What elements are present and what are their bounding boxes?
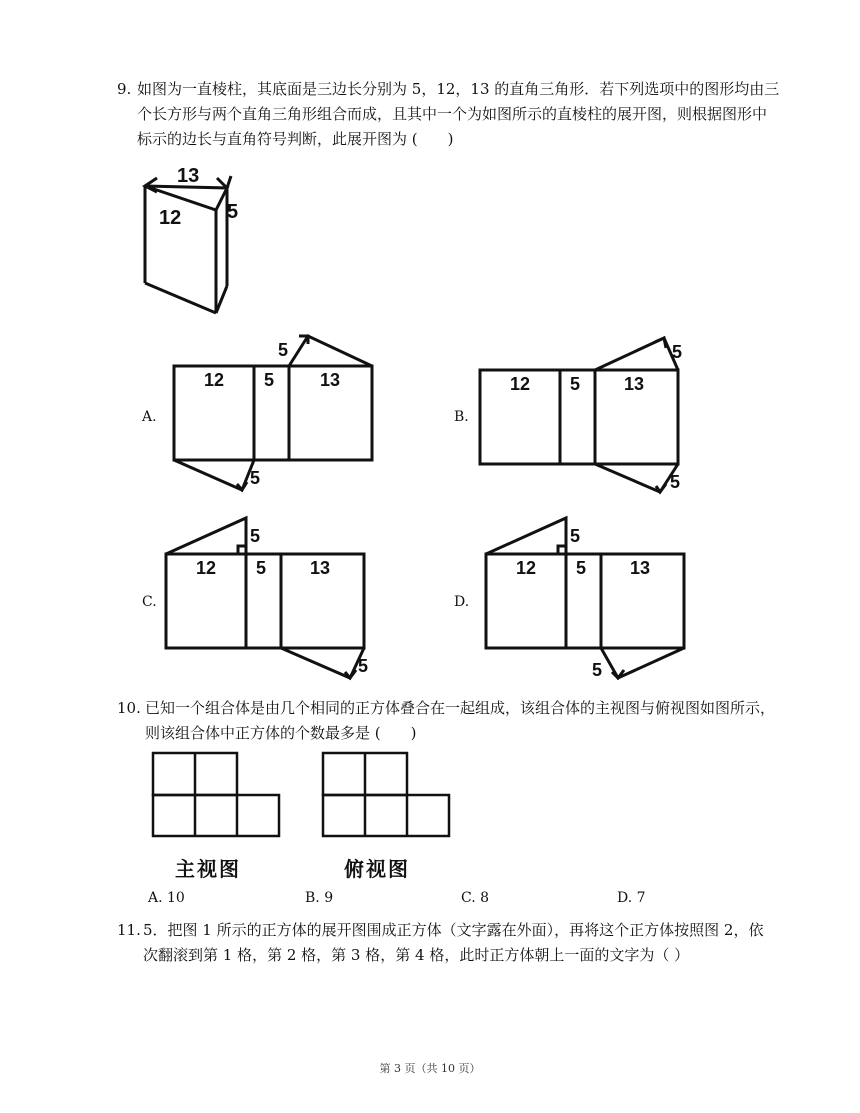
option-d-net (480, 510, 700, 682)
choice-d: D. 7 (617, 890, 646, 906)
option-a-net (168, 330, 383, 495)
question-text-line: 则该组合体中正方体的个数最多是 ( ) (145, 724, 417, 742)
option-a-label: A. (142, 409, 157, 425)
option-b-label: B. (454, 409, 469, 425)
net-edge-label: 5 (250, 468, 261, 488)
front-view-label: 主视图 (175, 859, 241, 881)
top-view-label: 俯视图 (344, 859, 410, 881)
choice-b: B. 9 (305, 890, 334, 906)
option-d-label: D. (454, 594, 470, 610)
choice-c: C. 8 (461, 890, 490, 906)
net-edge-label: 12 (516, 558, 537, 578)
net-edge-label: 5 (670, 472, 681, 492)
prism-label-5: 5 (227, 201, 239, 223)
front-view-figure (148, 748, 288, 840)
option-c-label: C. (142, 594, 157, 610)
net-edge-label: 5 (570, 526, 581, 546)
prism-label-12: 12 (159, 207, 182, 229)
question-text-line: 标示的边长与直角符号判断，此展开图为 ( ) (137, 130, 454, 148)
net-edge-label: 5 (256, 558, 267, 578)
net-edge-label: 5 (576, 558, 587, 578)
net-edge-label: 12 (196, 558, 217, 578)
net-edge-label: 5 (592, 660, 603, 680)
choice-a: A. 10 (148, 890, 185, 906)
net-edge-label: 13 (624, 374, 645, 394)
prism-figure (135, 158, 255, 318)
net-edge-label: 5 (250, 526, 261, 546)
net-edge-label: 13 (310, 558, 331, 578)
net-edge-label: 5 (358, 656, 369, 676)
question-text-line: 次翻滚到第 1 格，第 2 格，第 3 格，第 4 格，此时正方体朝上一面的文字为（ ） (143, 946, 690, 964)
top-view-figure (318, 748, 458, 840)
question-text-line: 5．把图 1 所示的正方体的展开图围成正方体（文字露在外面），再将这个正方体按照图 2，依 (143, 921, 764, 939)
net-edge-label: 5 (672, 342, 683, 362)
question-text-line: 个长方形与两个直角三角形组合而成，且其中一个为如图所示的直棱柱的展开图，则根据图形中 (137, 105, 768, 123)
net-edge-label: 5 (570, 374, 581, 394)
net-edge-label: 13 (630, 558, 651, 578)
page-footer: 第 3 页（共 10 页） (379, 1062, 481, 1075)
question-number: 10. (117, 699, 141, 717)
net-edge-label: 5 (278, 340, 289, 360)
net-edge-label: 5 (264, 370, 275, 390)
net-edge-label: 13 (320, 370, 341, 390)
option-b-net (474, 330, 694, 500)
question-text-line: 已知一个组合体是由几个相同的正方体叠合在一起组成，该组合体的主视图与俯视图如图所示， (145, 699, 776, 717)
question-text-line: 如图为一直棱柱，其底面是三边长分别为 5，12，13 的直角三角形．若下列选项中的图形均由三 (137, 80, 780, 98)
question-number: 9. (117, 80, 132, 98)
prism-label-13: 13 (177, 165, 200, 187)
net-edge-label: 12 (510, 374, 531, 394)
question-number: 11. (117, 921, 141, 939)
net-edge-label: 12 (204, 370, 225, 390)
option-c-net (160, 510, 380, 682)
